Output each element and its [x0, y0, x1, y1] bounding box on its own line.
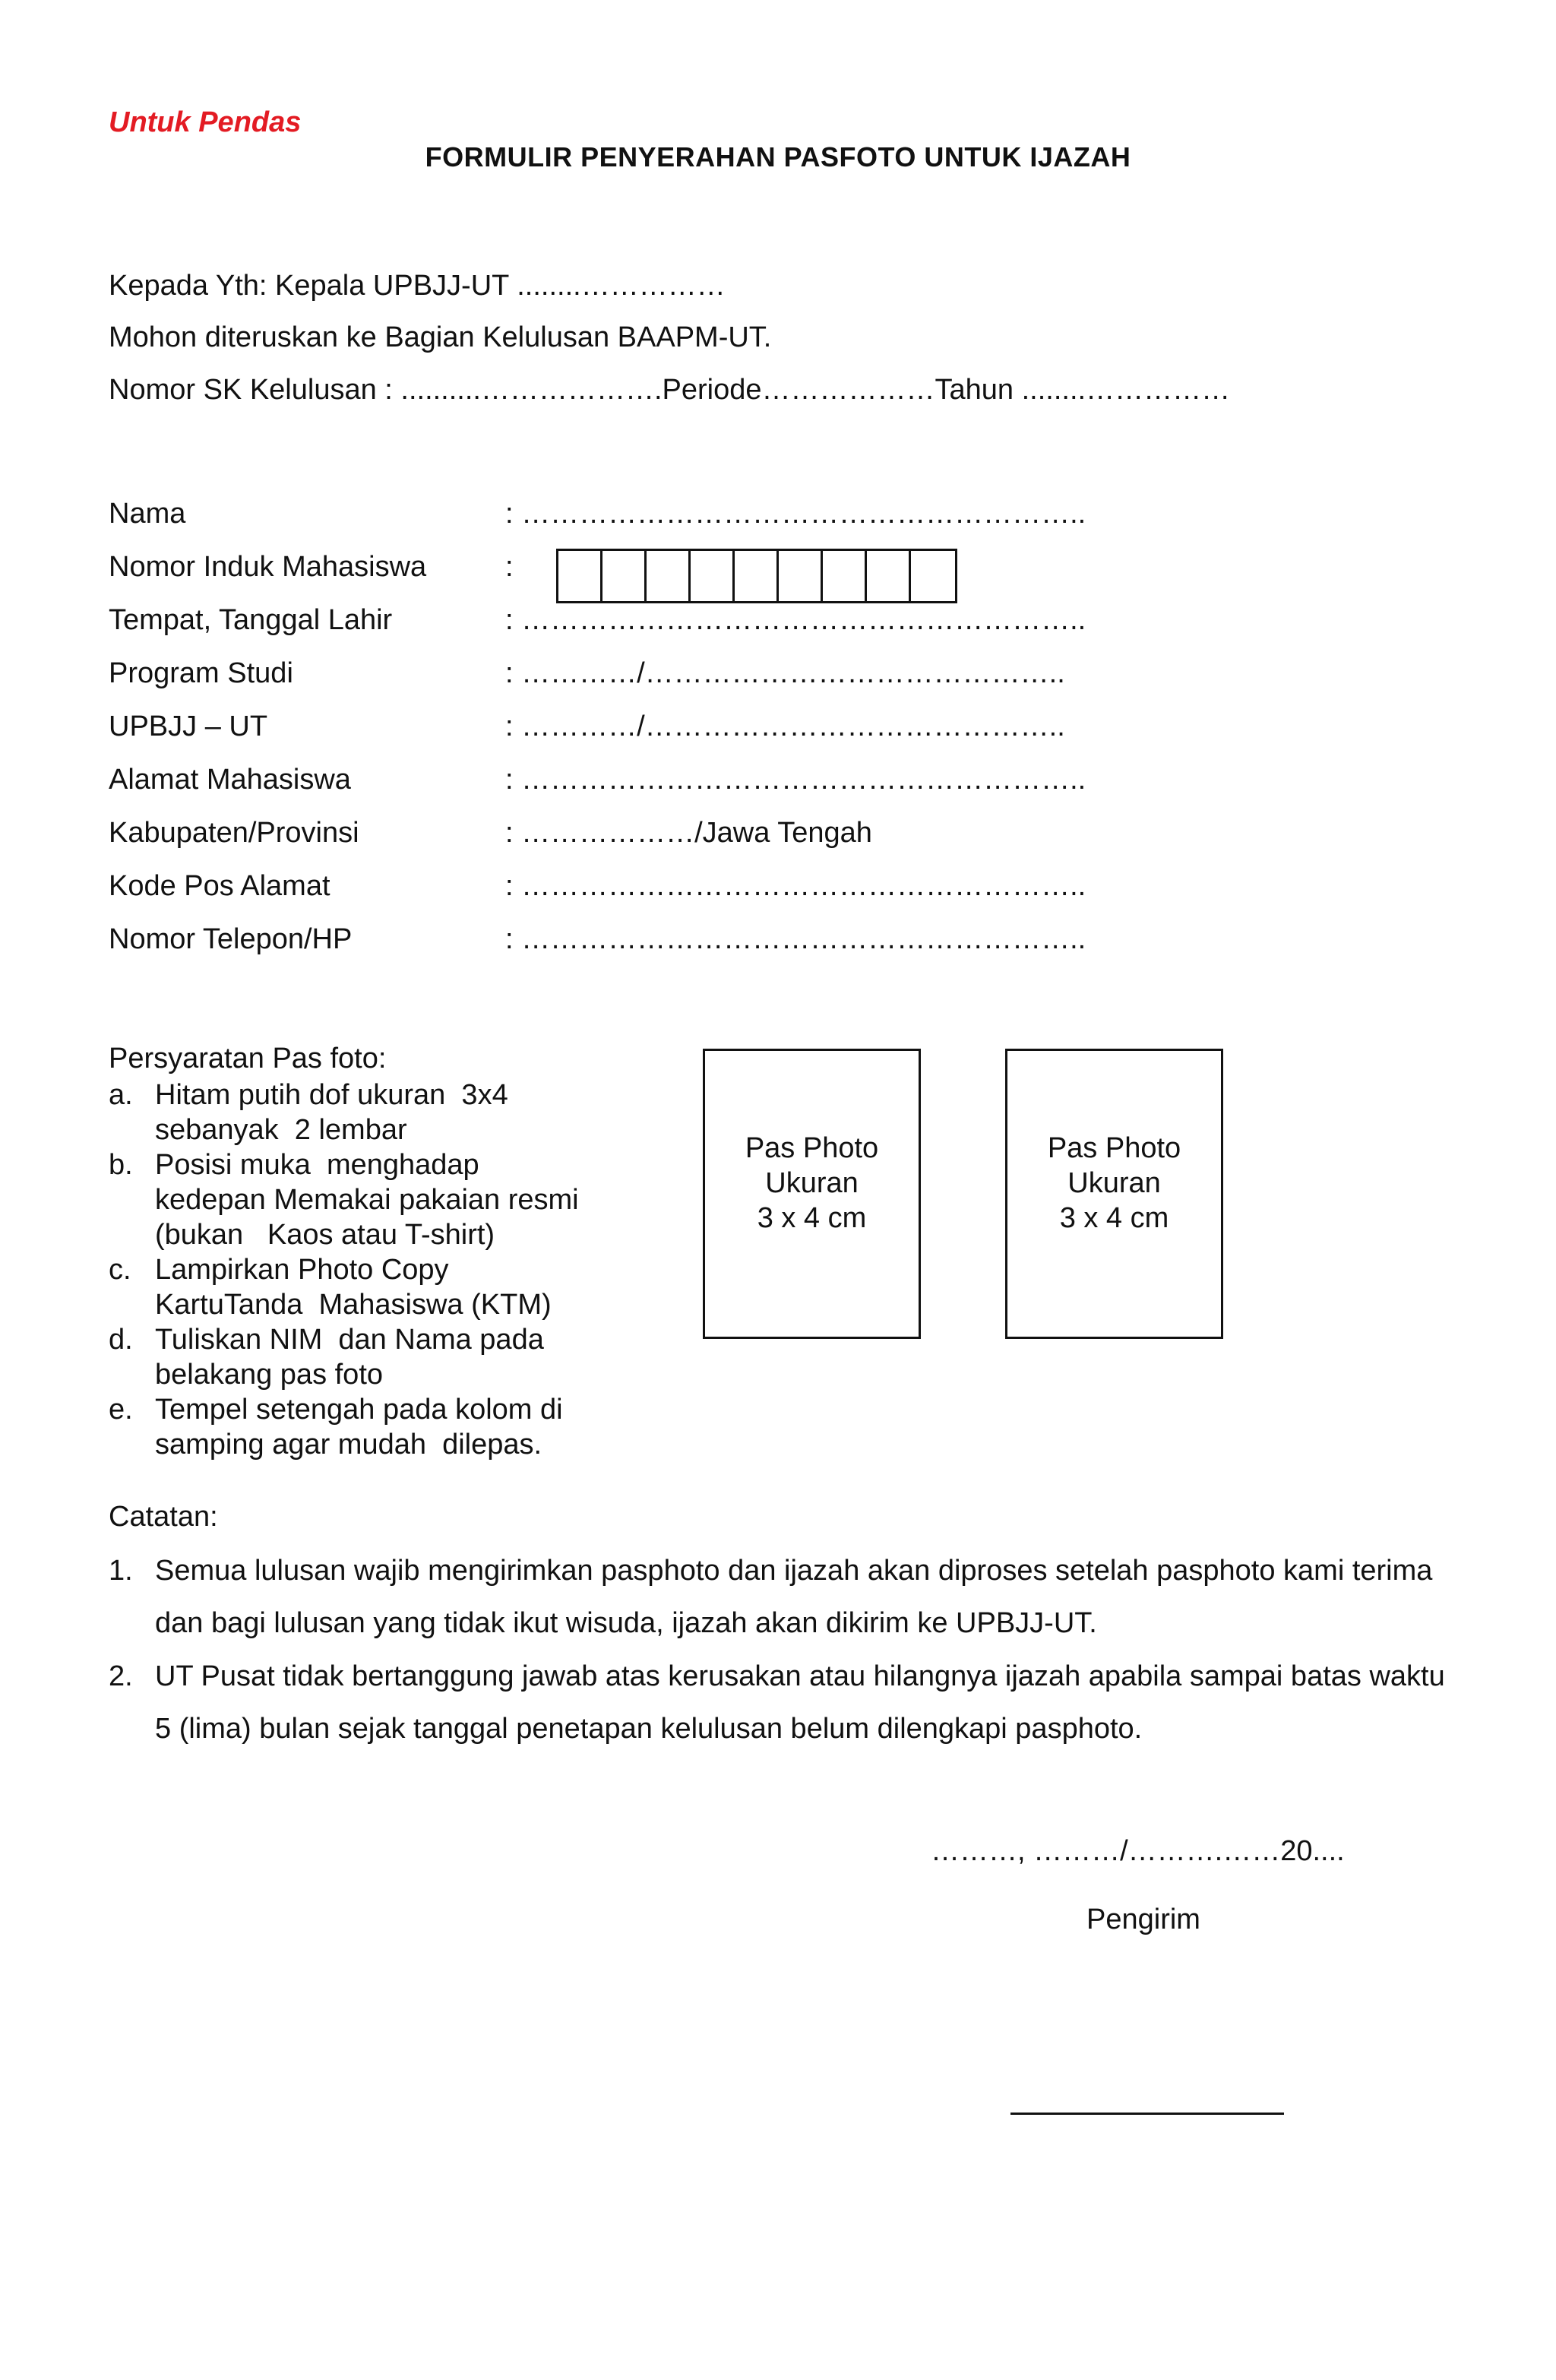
date-line[interactable]: ………, ………/……….……20....	[931, 1835, 1345, 1867]
nim-digit-box[interactable]	[867, 551, 911, 601]
requirement-text: Tempel setengah pada kolom di samping agar mudah dilepas.	[155, 1394, 563, 1461]
requirement-letter: c.	[109, 1254, 131, 1286]
note-number: 1.	[109, 1555, 133, 1587]
photo-box	[1005, 1049, 1223, 1339]
field-label-kabupaten: Kabupaten/Provinsi	[109, 817, 359, 849]
requirement-text: Tuliskan NIM dan Nama pada belakang pas foto	[155, 1324, 544, 1391]
requirements-title: Persyaratan Pas foto:	[109, 1043, 387, 1074]
form-tag: Untuk Pendas	[109, 106, 302, 138]
requirement-letter: a.	[109, 1079, 133, 1111]
nim-digit-box[interactable]	[558, 551, 602, 601]
photo-box-line: Pas Photo	[745, 1132, 879, 1164]
nim-digit-box[interactable]	[602, 551, 647, 601]
field-value-alamat[interactable]: : …………………………………………………..	[505, 764, 1086, 796]
field-value-kabupaten[interactable]: : ………………/Jawa Tengah	[505, 817, 872, 849]
sender-label: Pengirim	[1086, 1904, 1200, 1935]
note-number: 2.	[109, 1660, 133, 1692]
field-label-alamat: Alamat Mahasiswa	[109, 764, 351, 796]
photo-box-line: 3 x 4 cm	[1059, 1202, 1169, 1234]
note-text: Semua lulusan wajib mengirimkan pasphoto dan ijazah akan diproses setelah pasphoto kami terima dan bagi lulusan yang tidak ikut wisuda, ijazah akan dikirim ke UPBJJ-UT.	[155, 1555, 1433, 1639]
field-value-telepon[interactable]: : …………………………………………………..	[505, 923, 1086, 955]
page-title: FORMULIR PENYERAHAN PASFOTO UNTUK IJAZAH	[425, 141, 1131, 172]
photo-box-line: Ukuran	[1067, 1167, 1161, 1199]
field-label-telepon: Nomor Telepon/HP	[109, 923, 353, 955]
requirement-text: Hitam putih dof ukuran 3x4 sebanyak 2 lembar	[155, 1079, 508, 1146]
field-value-upbjj[interactable]: : …………/……………………………………..	[505, 711, 1065, 742]
field-value-kodepos[interactable]: : …………………………………………………..	[505, 870, 1086, 902]
field-label-upbjj: UPBJJ – UT	[109, 711, 268, 742]
sk-number-line: Nomor SK Kelulusan : ..........……………….Periode………………Tahun ........……………	[109, 374, 1231, 406]
nim-digit-box[interactable]	[823, 551, 867, 601]
requirement-letter: d.	[109, 1324, 133, 1356]
field-value-ttl[interactable]: : …………………………………………………..	[505, 604, 1086, 636]
nim-input-boxes[interactable]	[556, 549, 957, 603]
photo-box	[703, 1049, 921, 1339]
field-label-nama: Nama	[109, 498, 186, 530]
photo-box-line: Pas Photo	[1047, 1132, 1181, 1164]
recipient-line: Kepada Yth: Kepala UPBJJ-UT ........……………	[109, 270, 726, 302]
notes-title: Catatan:	[109, 1501, 218, 1533]
forward-line: Mohon diteruskan ke Bagian Kelulusan BAAPM-UT.	[109, 321, 772, 353]
field-label-kodepos: Kode Pos Alamat	[109, 870, 330, 902]
nim-digit-box[interactable]	[735, 551, 779, 601]
requirement-letter: e.	[109, 1394, 133, 1426]
field-label-nim: Nomor Induk Mahasiswa	[109, 551, 427, 583]
photo-box-line: 3 x 4 cm	[757, 1202, 867, 1234]
photo-box-line: Ukuran	[765, 1167, 859, 1199]
field-value-prodi[interactable]: : …………/……………………………………..	[505, 657, 1065, 689]
requirement-text: Posisi muka menghadap kedepan Memakai pakaian resmi (bukan Kaos atau T-shirt)	[155, 1149, 579, 1251]
field-value-nama[interactable]: : …………………………………………………..	[505, 498, 1086, 530]
nim-digit-box[interactable]	[691, 551, 735, 601]
nim-digit-box[interactable]	[911, 551, 955, 601]
requirement-text: Lampirkan Photo Copy KartuTanda Mahasiswa (KTM)	[155, 1254, 552, 1321]
requirement-letter: b.	[109, 1149, 133, 1181]
field-label-prodi: Program Studi	[109, 657, 293, 689]
field-colon-nim: :	[505, 551, 514, 583]
nim-digit-box[interactable]	[647, 551, 691, 601]
nim-digit-box[interactable]	[779, 551, 823, 601]
note-text: UT Pusat tidak bertanggung jawab atas kerusakan atau hilangnya ijazah apabila sampai batas waktu 5 (lima) bulan sejak tanggal penetapan kelulusan belum dilengkapi pasphoto.	[155, 1660, 1445, 1745]
signature-line[interactable]	[1010, 2113, 1284, 2115]
field-label-ttl: Tempat, Tanggal Lahir	[109, 604, 393, 636]
